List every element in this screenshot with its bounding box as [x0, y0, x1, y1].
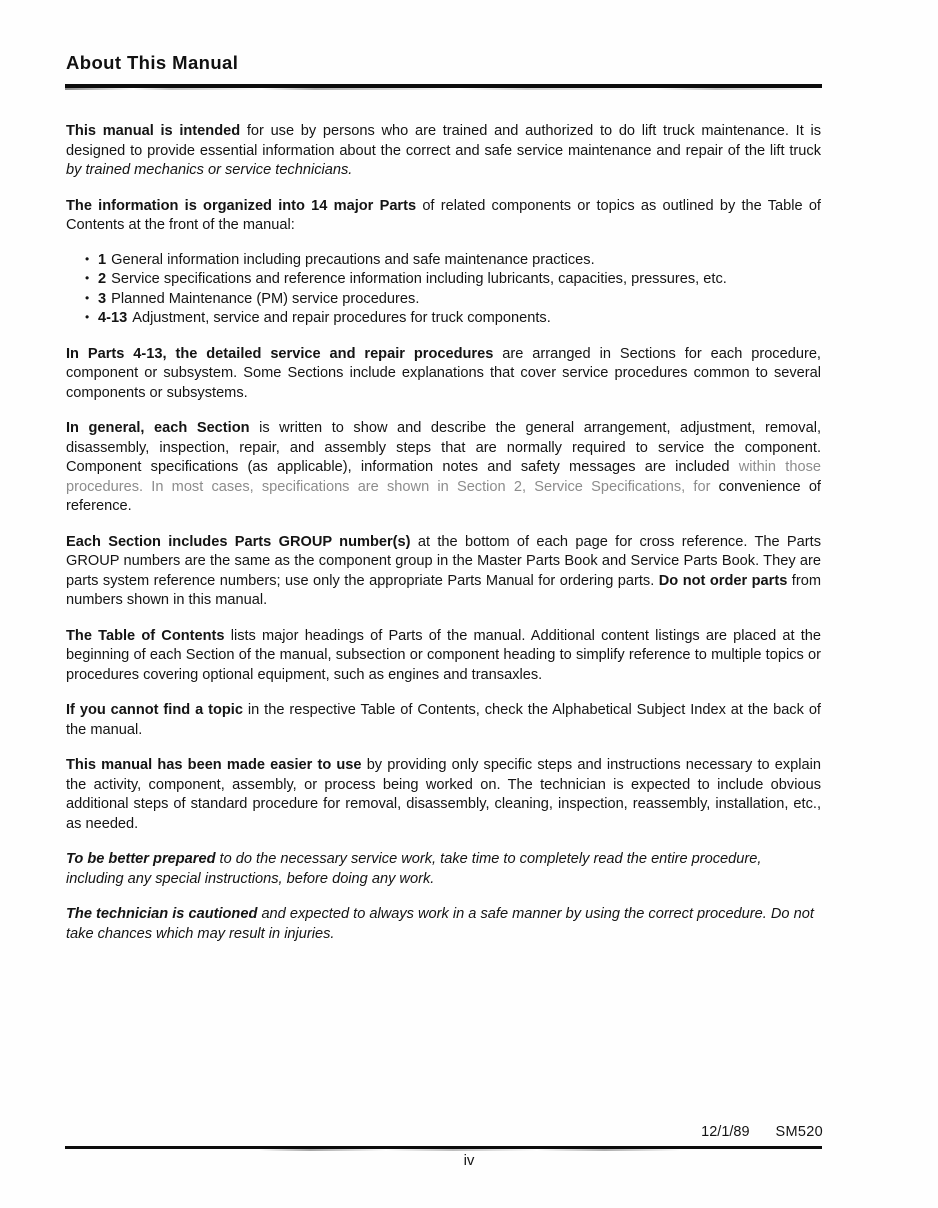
paragraph-text: is written to show and describe the general arrangement, adjustment, removal, disassembly, inspection, repair, and assembly steps that are normally required to service the component. Component specifications (as applicable), information notes and safety messages are included: [66, 420, 821, 475]
list-item: [66, 270, 821, 290]
paragraph-text: and expected to always work in a safe manner by using the correct procedure. Do not take chances which may result in injuries.: [66, 906, 814, 942]
paragraph-text: are arranged in Sections for each procedure, component or subsystem. Some Sections include explanations that cover service procedures common to several components or subsystems.: [66, 345, 821, 401]
paragraph-parts-4-13: [66, 345, 821, 404]
list-item-label: Service specifications and reference information including lubricants, capacities, pressures, etc.: [111, 271, 727, 287]
list-item-label: Adjustment, service and repair procedures for truck components.: [132, 310, 551, 326]
list-item: [66, 251, 821, 271]
paragraph-text: at the bottom of each page for cross reference. The Parts GROUP numbers are the same as the component group in the Master Parts Book and Service Parts Book. They are parts system reference numbers; use only the appropriate Parts Manual for ordering parts.: [66, 533, 821, 589]
list-item-number: 1: [98, 251, 107, 268]
list-item-number: 3: [98, 290, 107, 307]
paragraph-lead: The information is organized into 14 major Parts: [66, 197, 417, 214]
parts-bullet-list: [66, 251, 821, 329]
list-item-number: 4-13: [98, 310, 128, 326]
paragraph-organized: [66, 197, 821, 236]
footer-metadata: [66, 1124, 823, 1140]
paragraph-intended: [66, 122, 821, 181]
paragraph-text-tail: convenience of reference.: [66, 478, 821, 514]
paragraph-text: in the respective Table of Contents, check the Alphabetical Subject Index at the back of the manual.: [66, 702, 821, 738]
footer-date: 12/1/89: [701, 1124, 750, 1140]
paragraph-lead: The technician is cautioned: [66, 906, 258, 922]
list-item: [66, 309, 821, 329]
page-title: About This Manual: [66, 52, 239, 73]
header-rule-scan-artifact: [65, 88, 822, 90]
paragraph-technician-cautioned: [66, 905, 821, 944]
paragraph-italic-tail: by trained mechanics or service technicians.: [66, 162, 353, 178]
footer-document-number: SM520: [775, 1124, 823, 1140]
paragraph-text: for use by persons who are trained and authorized to do lift truck maintenance. It is designed to provide essential information about the correct and safe service maintenance and repair of the lift truck: [66, 123, 821, 159]
paragraph-text: of related components or topics as outlined by the Table of Contents at the front of the manual:: [66, 197, 821, 233]
page-number: iv: [463, 1152, 475, 1169]
paragraph-lead: Each Section includes Parts GROUP number(s): [66, 533, 411, 550]
paragraph-lead: In general, each Section: [66, 420, 250, 436]
document-body: [66, 122, 821, 960]
paragraph-cannot-find-topic: [66, 701, 821, 740]
paragraph-lead: If you cannot find a topic: [66, 702, 243, 718]
paragraph-lead: This manual is intended: [66, 123, 241, 139]
paragraph-lead: This manual has been made easier to use: [66, 757, 362, 773]
paragraph-text: by providing only specific steps and instructions necessary to explain the activity, component, assembly, or process being worked on. The technician is expected to include obvious additional steps of standard procedure for removal, disassembly, cleaning, inspection, reassembly, installation, etc., as needed.: [66, 757, 821, 832]
paragraph-text: to do the necessary service work, take time to completely read the entire procedure, including any special instructions, before doing any work.: [66, 851, 762, 887]
paragraph-lead: To be better prepared: [66, 851, 216, 867]
paragraph-lead: The Table of Contents: [66, 627, 225, 644]
paragraph-better-prepared: [66, 850, 821, 889]
paragraph-easier-to-use: [66, 756, 821, 834]
paragraph-table-of-contents: [66, 627, 821, 686]
paragraph-faded-text: within those procedures. In most cases, specifications are shown in Section 2, Service Specifications, for: [66, 459, 821, 495]
list-item-number: 2: [98, 271, 107, 287]
paragraph-bold-emphasis: Do not order parts: [658, 572, 788, 589]
paragraph-text: lists major headings of Parts of the manual. Additional content listings are placed at the beginning of each Section of the manual, subsection or component heading to simplify reference to multiple topics or procedures covering optional equipment, such as engines and transaxles.: [66, 627, 821, 683]
footer-rule-scan-artifact: [260, 1149, 680, 1151]
paragraph-lead: In Parts 4-13, the detailed service and repair procedures: [66, 345, 494, 362]
list-item: [66, 290, 821, 310]
paragraph-parts-group: [66, 533, 821, 611]
list-item-label: General information including precautions and safe maintenance practices.: [111, 251, 595, 268]
paragraph-in-general: [66, 419, 821, 517]
paragraph-text-tail: from numbers shown in this manual.: [66, 572, 821, 608]
list-item-label: Planned Maintenance (PM) service procedures.: [111, 290, 420, 307]
